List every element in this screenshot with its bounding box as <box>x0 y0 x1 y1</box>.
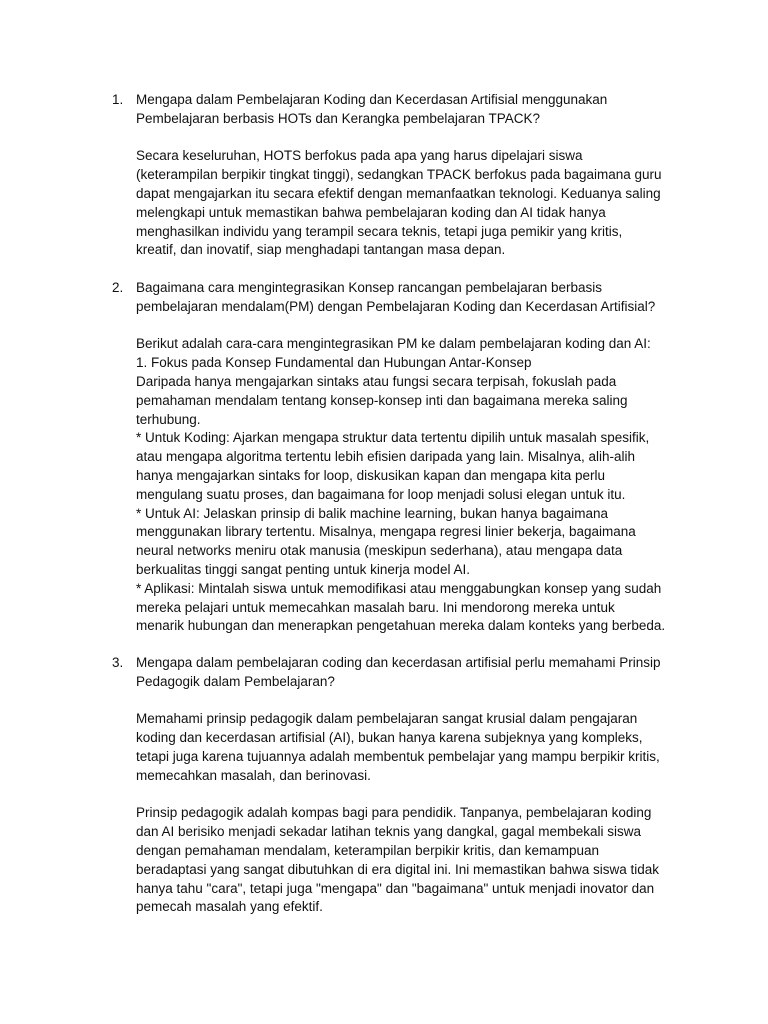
answer-text-line: kreatif, dan inovatif, siap menghadapi tantangan masa depan. <box>136 242 506 258</box>
answer-text-line: koding dan kecerdasan artifisial (AI), bukan hanya karena subjeknya yang kompleks, <box>136 730 643 746</box>
answer-text-line: mereka pelajari untuk memecahkan masalah baru. Ini mendorong mereka untuk <box>136 599 615 615</box>
answer-text-line: menggunakan library tertentu. Misalnya, mengapa regresi linier bekerja, bagaimana <box>136 524 636 540</box>
answer-text-line: Prinsip pedagogik adalah kompas bagi para pendidik. Tanpanya, pembelajaran koding <box>136 805 652 821</box>
question-body <box>136 279 687 636</box>
answer-text-line: memecahkan masalah, dan berinovasi. <box>136 767 371 783</box>
question-text-line: Pembelajaran berbasis HOTs dan Kerangka pembelajaran TPACK? <box>136 110 540 126</box>
answer-text-line: pemahaman mendalam tentang konsep-konsep inti dan bagaimana mereka saling <box>136 392 628 408</box>
question-item-2 <box>112 279 687 636</box>
answer-text-line: dan AI berisiko menjadi sekadar latihan teknis yang dangkal, gagal membekali siswa <box>136 824 642 840</box>
answer-text-line: hanya mengajarkan sintaks for loop, diskusikan kapan dan mengapa kita perlu <box>136 467 606 483</box>
answer-text-line: menarik hubungan dan menerapkan pengetahuan mereka dalam konteks yang berbeda. <box>136 618 666 634</box>
answer-text-line: pemecah masalah yang efektif. <box>136 899 323 915</box>
answer-text-line: mengulang suatu proses, dan bagaimana for loop menjadi solusi elegan untuk itu. <box>136 486 626 502</box>
question-body <box>136 654 687 917</box>
answer-text-line: dengan pemahaman mendalam, keterampilan berpikir kritis, dan kemampuan <box>136 842 599 858</box>
answer-text-line: * Untuk Koding: Ajarkan mengapa struktur data tertentu dipilih untuk masalah spesifik, <box>136 430 650 446</box>
answer-text-line: berkualitas tinggi sangat penting untuk kinerja model AI. <box>136 561 470 577</box>
question-text-line: Mengapa dalam pembelajaran coding dan kecerdasan artifisial perlu memahami Prinsip <box>136 655 661 670</box>
answer-text-line: Daripada hanya mengajarkan sintaks atau fungsi secara terpisah, fokuslah pada <box>136 373 617 389</box>
question-number: 3. <box>112 655 124 670</box>
answer-text-line: hanya tahu "cara", tetapi juga "mengapa" dan "bagaimana" untuk menjadi inovator dan <box>136 880 655 896</box>
answer-text-line: (keterampilan berpikir tingkat tinggi), sedangkan TPACK berfokus pada bagaimana guru <box>136 167 662 183</box>
question-text-line: Pedagogik dalam Pembelajaran? <box>136 673 335 689</box>
answer-text-line: 1. Fokus pada Konsep Fundamental dan Hubungan Antar-Konsep <box>136 355 532 371</box>
question-number: 2. <box>112 280 124 295</box>
question-text-line: pembelajaran mendalam(PM) dengan Pembelajaran Koding dan Kecerdasan Artifisial? <box>136 298 656 314</box>
answer-text-line: Memahami prinsip pedagogik dalam pembelajaran sangat krusial dalam pengajaran <box>136 711 638 727</box>
question-text-line: Mengapa dalam Pembelajaran Koding dan Kecerdasan Artifisial menggunakan <box>136 92 608 107</box>
question-text-line: Bagaimana cara mengintegrasikan Konsep rancangan pembelajaran berbasis <box>136 280 603 295</box>
answer-text-line: * Aplikasi: Mintalah siswa untuk memodifikasi atau menggabungkan konsep yang sudah <box>136 580 662 596</box>
question-number: 1. <box>112 92 124 107</box>
answer-text-line: * Untuk AI: Jelaskan prinsip di balik machine learning, bukan hanya bagaimana <box>136 505 609 521</box>
answer-text-line: atau mengapa algoritma tertentu lebih efisien daripada yang lain. Misalnya, alih-alih <box>136 449 636 465</box>
answer-text-line: terhubung. <box>136 411 201 427</box>
answer-text-line: neural networks meniru otak manusia (meskipun sederhana), atau mengapa data <box>136 543 623 559</box>
answer-text-line: melengkapi untuk memastikan bahwa pembelajaran koding dan AI tidak hanya <box>136 204 606 220</box>
question-item-3 <box>112 654 687 917</box>
answer-text-line: tetapi juga karena tujuannya adalah membentuk pembelajar yang mampu berpikir kritis, <box>136 748 660 764</box>
question-body <box>136 91 687 260</box>
answer-text-line: beradaptasi yang sangat dibutuhkan di era digital ini. Ini memastikan bahwa siswa tidak <box>136 861 660 877</box>
answer-text-line: menghasilkan individu yang terampil secara teknis, tetapi juga pemikir yang kritis, <box>136 223 623 239</box>
answer-text-line: Secara keseluruhan, HOTS berfokus pada apa yang harus dipelajari siswa <box>136 148 583 164</box>
answer-text-line: dapat mengajarkan itu secara efektif dengan memanfaatkan teknologi. Keduanya saling <box>136 185 661 201</box>
question-item-1 <box>112 91 687 260</box>
answer-text-line: Berikut adalah cara-cara mengintegrasikan PM ke dalam pembelajaran koding dan AI: <box>136 336 651 352</box>
